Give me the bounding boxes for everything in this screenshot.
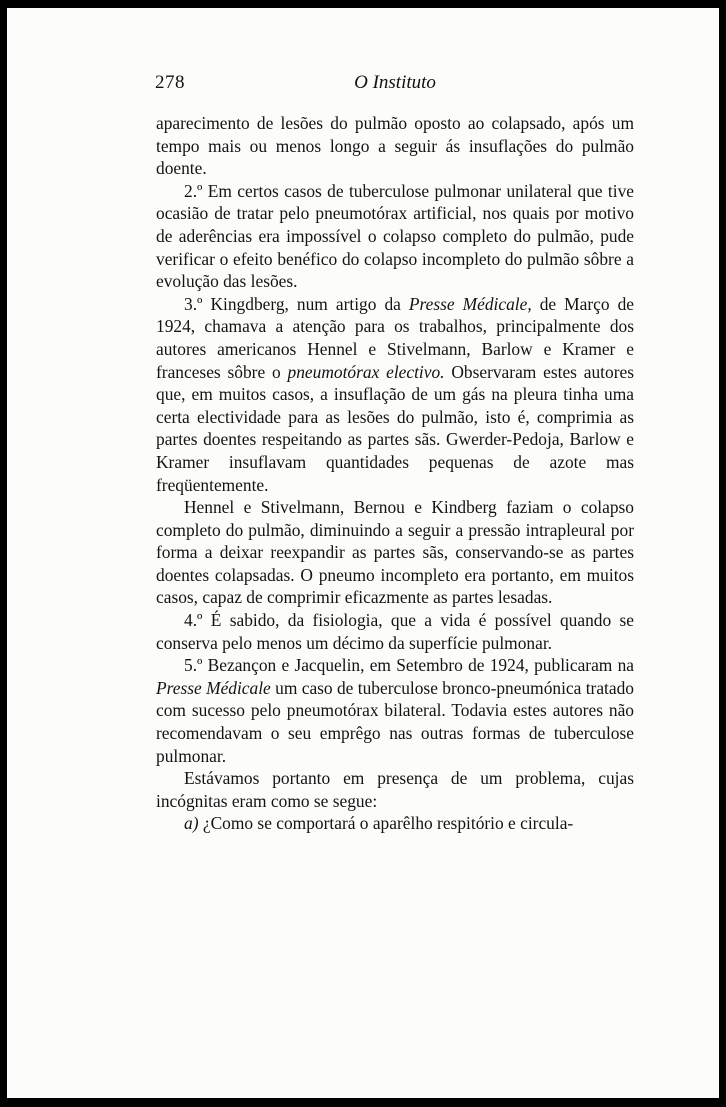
paragraph-continuation: aparecimento de lesões do pulmão oposto ao colapsado, após um tempo mais ou menos longo a seguir ás insuflações do pulmão doente. [156,113,634,179]
paragraph-point-5 [156,654,634,767]
page-header [155,72,635,96]
paragraph-problem: Estávamos portanto em presença de um problema, cujas incógnitas eram como se segue: [156,768,634,811]
text-run: 5.º Bezançon e Jacquelin, em Setembro de 1924, publicaram na [184,655,634,676]
text-run: 3.º Kingdberg, num artigo da [184,293,409,314]
paragraph-point-4: 4.º É sabido, da fisiologia, que a vida é possível quando se conserva pelo menos um décimo da superfície pulmonar. [156,610,634,653]
paragraph-hennel: Hennel e Stivelmann, Bernou e Kindberg faziam o colapso completo do pulmão, diminuindo a seguir a pressão intrapleural por forma a deixar reexpandir as partes sãs, conservando-se as partes doentes colapsadas. O pneumo incompleto era portanto, em muitos casos, capaz de comprimir eficazmente as partes lesadas. [156,497,634,608]
text-run: um caso de tuberculose bronco-pneumónica tratado com sucesso pelo pneumotórax bilateral. Todavia estes autores não recomendavam o seu emprêgo nas outras formas de tuberculose pulmonar. [156,677,635,766]
text-run: ¿Como se comportará o aparêlho respitório e circula- [198,813,574,834]
paragraph-point-3 [156,293,634,496]
book-page [7,8,719,1098]
paragraph-question-a [156,812,634,835]
text-run: de Março de 1924, chamava a atenção para os trabalhos, principalmente dos autores americanos Hennel e Stivelmann, Barlow e Kramer e franceses sôbre o [156,293,634,382]
paragraph-point-2: 2.º Em certos casos de tuberculose pulmonar unilateral que tive ocasião de tratar pelo pneumotórax artificial, nos quais por motivo de aderências era impossível o colapso completo do pulmão, pude verificar o efeito benéfico do colapso incompleto do pulmão sôbre a evolução das lesões. [156,180,634,292]
list-label: a) [184,813,199,834]
body-text [156,112,634,835]
running-title: O Instituto [354,72,436,93]
journal-title: Presse Médicale, [408,293,532,314]
page-number: 278 [155,72,185,93]
text-run: Observaram estes autores que, em muitos casos, a insuflação de um gás na pleura tinha uma certa electividade para as lesões do pulmão, isto é, comprimia as partes doentes respeitando as partes sãs. Gwerder-Pedoja, Barlow e Kramer insuflavam quantidades pequenas de azote mas freqüentemente. [156,361,634,495]
journal-title: Presse Médicale [156,677,271,698]
emphasis-term: pneumotórax electivo. [287,361,445,382]
